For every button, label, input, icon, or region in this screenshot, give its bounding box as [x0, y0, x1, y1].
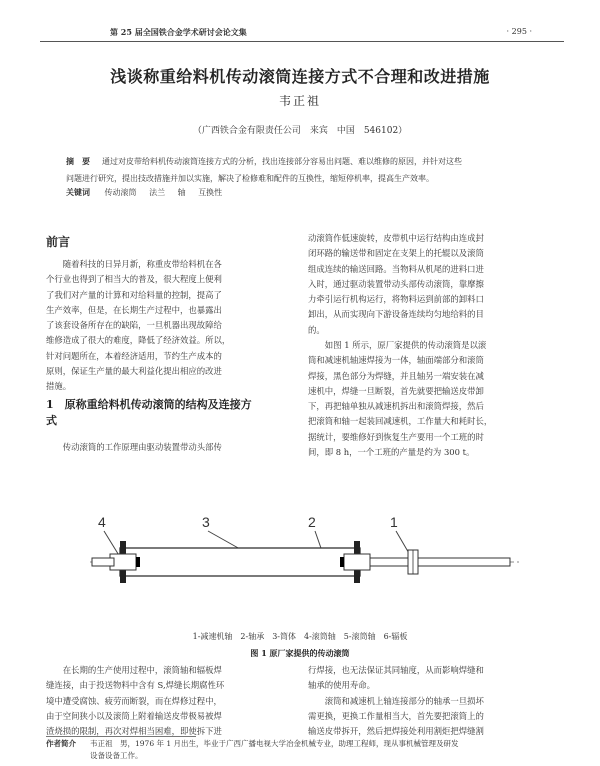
- abstract-line-1: 通过对皮带给料机传动滚筒连接方式的分析，找出连接部分容易出问题、难以维修的原因，并针对这些: [102, 157, 462, 166]
- text-line: 在长期的生产使用过程中，滚筒轴和辐板焊: [62, 665, 222, 675]
- weld-left: [136, 557, 140, 567]
- author-name: 韦正祖: [278, 94, 321, 108]
- running-header-page-number: · 295 ·: [506, 27, 532, 36]
- text-line: 行焊接，也无法保证其同轴度，从而影响焊缝和: [308, 665, 484, 675]
- abstract-label: 摘 要: [66, 156, 90, 166]
- drum-diagram: [90, 505, 520, 625]
- footnote-rule: [46, 736, 196, 737]
- shaft-left: [92, 558, 114, 566]
- text-line: 维修造成了很大的难度，降低了经济效益。所以，: [46, 335, 231, 346]
- section-1-heading-line: 1 原称重给料机传动滚筒的结构及连接方: [46, 398, 252, 411]
- text-line: 如图 1 所示，原厂家提供的传动滚筒是以滚: [324, 340, 487, 350]
- author-bio-line-2: 设备设备工作。: [90, 751, 143, 760]
- text-line: 的。: [308, 324, 325, 335]
- text-line: 滚筒和减速机上轴连接部分的轴承一旦损坏: [324, 695, 484, 706]
- text-line: 卸出，从而实现向下游设备连续均匀地给料的目: [308, 309, 484, 320]
- intro-heading: 前言: [46, 235, 71, 249]
- text-line: 据统计，要维修好到恢复生产要用一个工班的时: [308, 431, 484, 442]
- text-line: 速机中，焊缝一旦断裂，首先就要把输送皮带卸: [308, 385, 484, 396]
- callout-1: 1: [390, 514, 398, 530]
- text-line: 轴承的使用寿命。: [308, 680, 375, 691]
- keyword: 法兰: [149, 188, 166, 197]
- intro-paragraph: [46, 257, 286, 395]
- text-line: 力牵引运行机构运行，将物料运到前部的卸料口: [308, 294, 484, 305]
- leader-line: [104, 531, 120, 557]
- right-column-paragraph-1: [308, 231, 552, 338]
- text-line: 了该套设备所存在的缺陷，一旦机器出现故障给: [46, 320, 222, 331]
- keywords: [66, 187, 232, 198]
- paper-title: 浅谈称重给料机传动滚筒连接方式不合理和改进措施: [110, 67, 490, 86]
- text-line: 组成连续的输送回路。当物料从机尾的进料口进: [308, 263, 484, 274]
- text-line: 输送皮带拆开，然后把焊接处利用割炬把焊缝割: [308, 726, 484, 737]
- drum-shell: [120, 548, 360, 576]
- text-line: 个行业也得到了相当大的普及，很大程度上便利: [46, 274, 222, 285]
- text-line: 闭环路的输送带和固定在支架上的托辊以及滚筒: [308, 248, 484, 259]
- abstract-line-2: 问题进行研究，提出技改措施并加以实施，解决了检修难和配件的互换性，缩短停机率，提高生产效率。: [66, 174, 434, 183]
- figure-legend: 1-减速机轴 2-轴承 3-筒体 4-滚筒轴 5-滚筒轴 6-辐板: [192, 632, 408, 641]
- section-1-text: 传动滚筒的工作原理由驱动装置带动头部传: [62, 442, 222, 452]
- text-line: 需更换，更换工作量相当大，首先要把滚筒上的: [308, 710, 484, 721]
- keywords-label: 关键词: [66, 187, 90, 197]
- right-column-paragraph-2: [308, 338, 552, 460]
- author-affiliation: （广西铁合金有限责任公司 来宾 中国 546102）: [192, 126, 408, 136]
- author-bio: [46, 738, 546, 762]
- callout-2: 2: [308, 514, 316, 530]
- section-1-heading: [46, 397, 296, 429]
- text-line: 随着科技的日异月新，称重皮带给料机在各: [62, 259, 222, 269]
- text-line: 生产效率，但是，在长期生产过程中，也暴露出: [46, 304, 222, 315]
- text-line: 间，即 8 h，一个工班的产量是约为 300 t。: [308, 447, 475, 458]
- text-line: 动滚筒作低速旋转，皮带机中运行结构由连成封: [308, 233, 484, 243]
- text-line: 措施。: [46, 381, 72, 392]
- reducer-shaft: [370, 558, 510, 566]
- text-line: 入时，通过驱动装置带动头部传动滚筒，靠摩擦: [308, 278, 484, 289]
- author-bio-line-1: 韦正祖 男，1976 年 1 月出生，毕业于广西广播电视大学冶金机械专业，助理工程师，现从事机械管理及研发: [90, 739, 459, 748]
- abstract: [66, 153, 536, 187]
- text-line: 渣烧损的限制，再次对焊相当困难，即使拆下进: [46, 726, 222, 737]
- hub-right: [344, 554, 370, 570]
- leader-line: [208, 531, 240, 549]
- author-bio-label: 作者简介: [46, 739, 76, 748]
- text-line: 筒和减速机轴速焊接为一体，轴面端部分和滚筒: [308, 355, 484, 366]
- text-line: 境中遭受腐蚀、疲劳而断裂，而在焊修过程中，: [46, 695, 222, 706]
- keyword: 轴: [177, 188, 186, 197]
- text-line: 由于空间狭小以及滚筒上附着输送皮带极易被焊: [46, 710, 222, 721]
- header-rule: [40, 41, 564, 42]
- running-header-journal: 第 25 届全国铁合金学术研讨会论文集: [110, 27, 247, 37]
- bottom-left-paragraph: [46, 663, 286, 739]
- text-line: 焊接，黑色部分为焊缝，并且轴另一端安装在减: [308, 370, 484, 381]
- text-line: 下，再把轴单独从减速机拆出和滚筒焊接，然后: [308, 401, 484, 412]
- text-line: 缝连接，由于投送物料中含有 S,焊缝长期腐性环: [46, 680, 225, 691]
- text-line: 针对问题所在，本着经济适用，节约生产成本的: [46, 350, 222, 361]
- callout-3: 3: [202, 514, 210, 530]
- section-1-heading-line: 式: [46, 414, 57, 427]
- weld-right: [340, 557, 344, 567]
- figure-caption: 图 1 原厂家提供的传动滚筒: [250, 648, 350, 658]
- text-line: 了我们对产量的计算和对给料量的控制，提高了: [46, 289, 222, 300]
- keyword: 互换性: [198, 188, 223, 197]
- keyword: 传动滚筒: [104, 188, 137, 197]
- bottom-right-paragraph: [308, 663, 552, 739]
- text-line: 原则，保证生产量的最大利益化提出相应的改进: [46, 366, 222, 377]
- callout-4: 4: [98, 514, 106, 530]
- text-line: 把滚筒和轴一起装回减速机，工作量大和耗时长，: [308, 416, 493, 427]
